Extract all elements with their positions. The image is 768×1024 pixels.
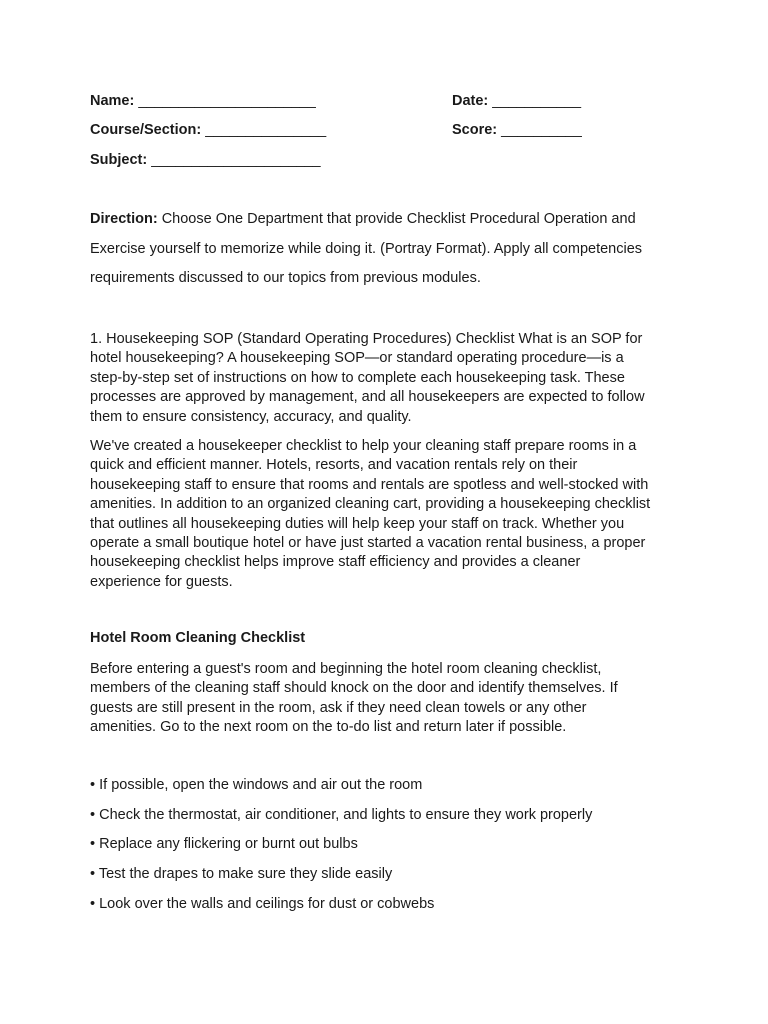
checklist-item: • Check the thermostat, air conditioner, and lights to ensure they work properly bbox=[90, 807, 593, 823]
course-blank: _______________ bbox=[205, 122, 327, 138]
name-label: Name: bbox=[90, 93, 135, 109]
direction-paragraph bbox=[90, 205, 690, 294]
direction-line: Choose One Department that provide Checklist Procedural Operation and bbox=[157, 211, 636, 227]
paragraph-line: processes are approved by management, and all housekeepers are expected to follow bbox=[90, 389, 645, 406]
paragraph-line: hotel housekeeping? A housekeeping SOP—or standard operating procedure—is a bbox=[90, 350, 624, 367]
direction-line: requirements discussed to our topics from previous modules. bbox=[90, 270, 481, 286]
paragraph-line: experience for guests. bbox=[90, 573, 233, 590]
checklist-item: • Test the drapes to make sure they slide easily bbox=[90, 866, 393, 882]
before-entering-paragraph bbox=[90, 660, 680, 738]
direction-label: Direction: bbox=[90, 211, 158, 227]
paragraph-line: housekeeping checklist helps improve staff efficiency and provides a cleaner bbox=[90, 554, 581, 571]
score-label: Score: bbox=[452, 122, 498, 138]
subject-field bbox=[90, 152, 321, 168]
paragraph-line: We've created a housekeeper checklist to help your cleaning staff prepare rooms in a bbox=[90, 438, 637, 454]
checklist-item: • Replace any flickering or burnt out bulbs bbox=[90, 836, 358, 852]
paragraph-line: members of the cleaning staff should knock on the door and identify themselves. If bbox=[90, 680, 618, 697]
sop-intro-paragraph bbox=[90, 330, 680, 427]
paragraph-line: them to ensure consistency, accuracy, and quality. bbox=[90, 408, 412, 425]
paragraph-line: amenities. In addition to an organized cleaning cart, providing a housekeeping checklist bbox=[90, 496, 651, 513]
direction-line: Exercise yourself to memorize while doing it. (Portray Format). Apply all competencies bbox=[90, 240, 643, 257]
paragraph-line: 1. Housekeeping SOP (Standard Operating Procedures) Checklist What is an SOP for bbox=[90, 331, 643, 347]
paragraph-line: amenities. Go to the next room on the to-do list and return later if possible. bbox=[90, 719, 567, 736]
course-field bbox=[90, 122, 326, 138]
paragraph-line: guests are still present in the room, ask if they need clean towels or any other bbox=[90, 699, 587, 716]
course-label: Course/Section: bbox=[90, 122, 202, 138]
paragraph-line: step-by-step set of instructions on how to complete each housekeeping task. These bbox=[90, 369, 625, 386]
name-field bbox=[90, 93, 316, 109]
section-heading: Hotel Room Cleaning Checklist bbox=[90, 630, 306, 646]
checklist-item: • If possible, open the windows and air out the room bbox=[90, 777, 423, 793]
name-blank: ______________________ bbox=[138, 93, 316, 109]
checklist-item: • Look over the walls and ceilings for dust or cobwebs bbox=[90, 896, 435, 912]
date-blank: ___________ bbox=[492, 93, 582, 109]
paragraph-line: Before entering a guest's room and beginning the hotel room cleaning checklist, bbox=[90, 661, 602, 677]
score-blank: __________ bbox=[501, 122, 582, 138]
subject-blank: _____________________ bbox=[151, 152, 321, 168]
paragraph-line: quick and efficient manner. Hotels, resorts, and vacation rentals rely on their bbox=[90, 457, 578, 474]
score-field bbox=[452, 122, 582, 138]
paragraph-line: operate a small boutique hotel or have just started a vacation rental business, a proper bbox=[90, 535, 646, 552]
paragraph-line: that outlines all housekeeping duties will help keep your staff on track. Whether you bbox=[90, 515, 625, 532]
paragraph-line: housekeeping staff to ensure that rooms and rentals are spotless and well-stocked with bbox=[90, 476, 649, 493]
subject-label: Subject: bbox=[90, 152, 148, 168]
date-label: Date: bbox=[452, 93, 489, 109]
date-field bbox=[452, 93, 581, 109]
checklist-intro-paragraph bbox=[90, 437, 680, 592]
